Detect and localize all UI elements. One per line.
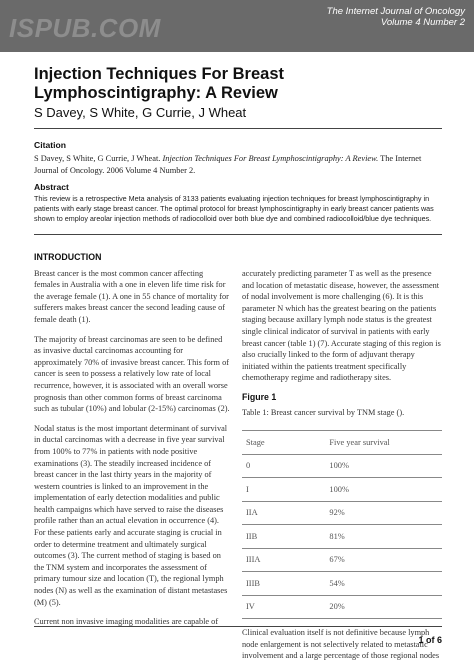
citation-text (34, 153, 444, 176)
divider (34, 128, 442, 129)
intro-paragraph: Current non invasive imaging modalities are capable of (34, 617, 219, 627)
stage-cell: IIIB (246, 578, 260, 588)
journal-name: The Internet Journal of Oncology (326, 6, 465, 17)
page-number: 1 of 6 (418, 635, 442, 645)
survival-cell: 100% (329, 484, 349, 494)
survival-cell: 100% (329, 461, 349, 471)
intro-paragraph: Breast cancer is the most common cancer affecting females in Australia with a one in eleven life time risk for the average female (1). A one in 55 chance of mortality for sufferers makes breast cancer the second leading cause of female death (1). (34, 268, 229, 324)
stage-cell: I (246, 484, 249, 494)
intro-paragraph: Nodal status is the most important determinant of survival in ductal carcinomas with a decrease in five year survival from 100% to 77% in patients with node positive examinations (3). The steadily increased incidence of breast cancer in the last thirty years in the majority of western countries is linked to an improvement in the implementation of early detection modalities and public health campaigns which have served to raise the diseases profile rather than an actual elevation in occurrence (4). For these patients early and accurate staging is crucial in order to determine treatment and ultimately surgical outcomes (3). The current method of staging is based on the TNM system and incorporates the assessment of primary tumour size and location (T), the regional lymph nodes (N) as well as the examination of distant metastases (M) (5). (34, 423, 228, 607)
table-row (242, 595, 442, 619)
figure-caption: Table 1: Breast cancer survival by TNM stage (). (242, 407, 405, 417)
citation-title: Injection Techniques For Breast Lymphoscintigraphy: A Review. (162, 154, 379, 163)
column-header-stage: Stage (246, 437, 265, 447)
stage-cell: IV (246, 602, 255, 612)
survival-table (242, 430, 442, 619)
survival-cell: 67% (329, 555, 345, 565)
stage-cell: 0 (246, 461, 251, 471)
survival-cell: 20% (329, 602, 345, 612)
stage-cell: IIIA (246, 555, 261, 565)
table-row (242, 525, 442, 549)
citation-authors: S Davey, S White, G Currie, J Wheat. (34, 154, 161, 163)
article-authors: S Davey, S White, G Currie, J Wheat (34, 105, 247, 120)
survival-cell: 54% (329, 578, 345, 588)
journal-info (327, 6, 465, 28)
stage-cell: IIA (246, 508, 258, 518)
footer-divider (34, 626, 442, 627)
citation-heading: Citation (34, 140, 66, 150)
intro-paragraph: accurately predicting parameter T as well as the presence and location of metastatic disease, however, the assessment of nodal involvement is more challenging (6). It is this parameter N which has the greatest bearing on the patients staging because axillary lymph node status is the greatest single clinical indicator of survival in patients with early breast cancer (table 1) (7). Accurate staging of this region is also crucially linked to the form of adjuvant therapy initiated within the patients treatment specifically chemotherapy regime and radiotherapy sites. (242, 269, 441, 383)
table-row (242, 572, 442, 596)
right-column (242, 268, 444, 670)
survival-cell: 81% (329, 531, 345, 541)
survival-cell: 92% (329, 508, 345, 518)
table-row (242, 501, 442, 525)
citation-source: The Internet Journal of Oncology. 2006 Volume 4 Number 2. (34, 154, 422, 175)
ispub-logo: ISPUB.COM (9, 13, 161, 43)
intro-paragraph: Clinical evaluation itself is not definitive because lymph node enlargement is not selectively related to metastatic involvement and a large percentage of those regional nodes (242, 628, 440, 661)
table-row (242, 478, 442, 502)
journal-header-band (0, 0, 474, 52)
abstract-text: This review is a retrospective Meta analysis of 3133 patients evaluating injection techniques for breast lymphoscintigraphy in patients with early stage breast cancer. The optimal protocol for breast lymphoscintigraphy in early breast cancer patients was shown to employ areolar injection methods of radiocolloid over both blue dye and combined radiocolloid/blue dye techniques. (34, 194, 434, 223)
introduction-heading: INTRODUCTION (34, 252, 102, 262)
left-column (34, 252, 230, 636)
intro-paragraph: The majority of breast carcinomas are seen to be defined as invasive ductal carcinomas accounting for approximately 70% of invasive breast cancer. This form of cancer is seen to possess a relatively low rate of local recurrence, however, it is associated with an overall worse prognosis than other common forms of breast carcinoma such as tubular (10%) and lobular (2-15%) carcinomas (2). (34, 334, 230, 414)
divider (34, 234, 442, 235)
column-header-survival: Five year survival (329, 437, 390, 447)
abstract-heading: Abstract (34, 182, 69, 192)
article-title: Injection Techniques For Breast Lymphoscintigraphy: A Review (34, 65, 284, 102)
stage-cell: IIB (246, 531, 258, 541)
table-row (242, 548, 442, 572)
journal-volume: Volume 4 Number 2 (380, 17, 465, 28)
table-row (242, 454, 442, 478)
figure-heading: Figure 1 (242, 391, 277, 402)
table-header-row (242, 431, 442, 455)
